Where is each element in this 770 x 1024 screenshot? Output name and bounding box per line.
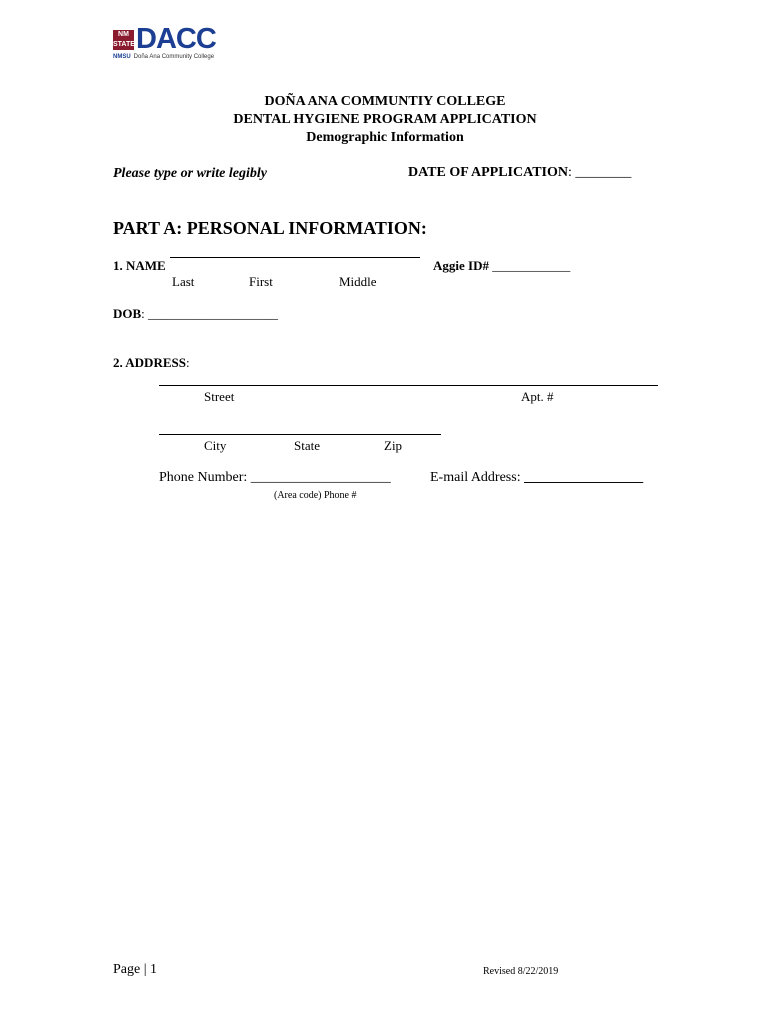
header-program-title: DENTAL HYGIENE PROGRAM APPLICATION: [233, 112, 537, 127]
header-college-name: DOÑA ANA COMMUNTIY COLLEGE: [264, 94, 506, 109]
header-section-title: Demographic Information: [306, 130, 464, 145]
name-input-line[interactable]: [170, 257, 420, 258]
address-label: 2. ADDRESS: [113, 355, 186, 370]
address-sub-apt: Apt. #: [521, 389, 554, 404]
email-address-field[interactable]: [430, 470, 643, 486]
aggie-id-blank: ____________: [492, 258, 571, 273]
name-label: 1. NAME: [113, 258, 166, 273]
nm-state-seal-logo: NM STATE: [113, 31, 135, 48]
address-sub-street: Street: [204, 389, 235, 404]
logo-subtitle: [113, 53, 214, 61]
address-sub-zip: Zip: [384, 438, 403, 453]
name-sub-first: First: [249, 274, 273, 289]
city-state-zip-input-line[interactable]: [159, 434, 441, 435]
address-sub-state: State: [294, 438, 320, 453]
date-of-application-label: DATE OF APPLICATION: [408, 165, 568, 180]
address-colon: :: [185, 355, 190, 370]
date-of-application-field[interactable]: [408, 165, 631, 181]
dob-blank: : ____________________: [141, 306, 279, 321]
instructions-text: Please type or write legibly: [113, 166, 267, 181]
part-a-title: PART A: PERSONAL INFORMATION:: [113, 218, 427, 238]
logo-nmsu-text: NMSU: [113, 54, 131, 60]
page-number: Page | 1: [113, 962, 158, 977]
aggie-id-label: Aggie ID#: [433, 258, 489, 273]
name-sub-middle: Middle: [339, 274, 377, 289]
dacc-logo-text: DACC: [136, 23, 216, 55]
dob-field[interactable]: [113, 306, 278, 322]
phone-number-field[interactable]: Phone Number: ____________________: [159, 470, 391, 485]
email-address-label: E-mail Address:: [430, 470, 525, 485]
name-sub-last: Last: [172, 274, 195, 289]
street-input-line[interactable]: [159, 385, 658, 386]
logo-college-text: Doña Ana Community College: [133, 54, 215, 60]
address-sub-city: City: [204, 438, 227, 453]
email-address-blank: _________________: [524, 470, 644, 485]
phone-sub-label: (Area code) Phone #: [274, 490, 357, 501]
date-of-application-blank: : ________: [567, 165, 632, 180]
address-heading: [113, 355, 190, 371]
dob-label: DOB: [113, 306, 142, 321]
revised-date: Revised 8/22/2019: [483, 966, 559, 977]
aggie-id-field[interactable]: [433, 258, 570, 274]
